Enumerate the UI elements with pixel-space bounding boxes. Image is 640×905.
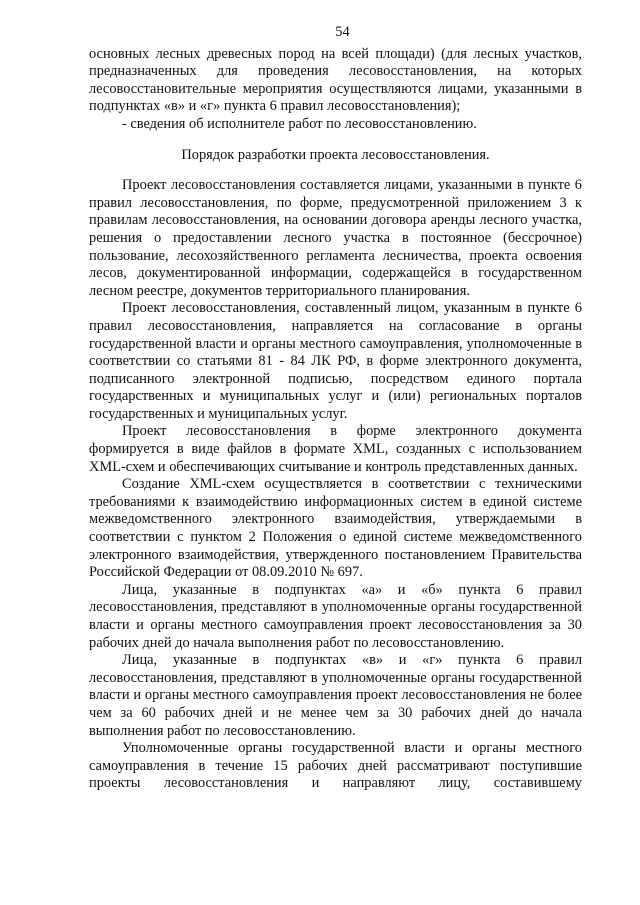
paragraph-xml-schemas: Создание XML-схем осуществляется в соответствии с техническими требованиями к взаимодействию информационных систем в единой системе межведомственного электронного взаимодействия, утверждаемыми в соответствии с пунктом 2 Положения о единой системе межведомственного электронного взаимодействия, утвержденного постановлением Правительства Российской Федерации от 08.09.2010 № 697.: [89, 476, 582, 581]
section-heading: Порядок разработки проекта лесовосстановления.: [181, 146, 490, 163]
paragraph-review: Уполномоченные органы государственной власти и органы местного самоуправления в течение 15 рабочих дней рассматривают поступившие проекты лесовосстановления и направляют лицу, составившему: [89, 740, 582, 792]
paragraph-project-composition: Проект лесовосстановления составляется лицами, указанными в пункте 6 правил лесовосстановления, по форме, предусмотренной приложением 3 к правилам лесовосстановления, на основании договора аренды лесного участка, решения о предоставлении лесного участка в постоянное (бессрочное) пользование, лесохозяйственного регламента лесничества, проекта освоения лесов, документированной информации, содержащейся в государственном лесном реестре, документов территориального планирования.: [89, 177, 582, 299]
paragraph-continuation: основных лесных древесных пород на всей площади) (для лесных участков, предназначенных для проведения лесовосстановления, на которых лесовосстановительные мероприятия осуществляются лицами, указанными в подпунктах «в» и «г» пункта 6 правил лесовосстановления);: [89, 45, 582, 115]
paragraph-project-approval: Проект лесовосстановления, составленный лицом, указанным в пункте 6 правил лесовосстановления, направляется на согласование в органы государственной власти и органы местного самоуправления, уполномоченные в соответствии со статьями 81 - 84 ЛК РФ, в форме электронного документа, подписанного электронной подписью, посредством единого портала государственных и муниципальных услуг и (или) региональных порталов государственных и муниципальных услуг.: [89, 300, 582, 422]
paragraph-deadline-a-b: Лица, указанные в подпунктах «а» и «б» пункта 6 правил лесовосстановления, представляют в уполномоченные органы государственной власти и органы местного самоуправления проект лесовосстановления за 30 рабочих дней до начала выполнения работ по лесовосстановлению.: [89, 581, 582, 651]
document-body: [89, 46, 582, 793]
paragraph-executor-info: - сведения об исполнителе работ по лесовосстановлению.: [122, 115, 477, 132]
paragraph-xml-format: Проект лесовосстановления в форме электронного документа формируется в виде файлов в формате XML, созданных с использованием XML-схем и обеспечивающих считывание и контроль представленных данных.: [89, 423, 582, 475]
paragraph-deadline-v-g: Лица, указанные в подпунктах «в» и «г» пункта 6 правил лесовосстановления, представляют в уполномоченные органы государственной власти и органы местного самоуправления проект лесовосстановления не более чем за 60 рабочих дней и не менее чем за 30 рабочих дней до начала выполнения работ по лесовосстановлению.: [89, 652, 582, 739]
page-number: 54: [335, 24, 350, 40]
